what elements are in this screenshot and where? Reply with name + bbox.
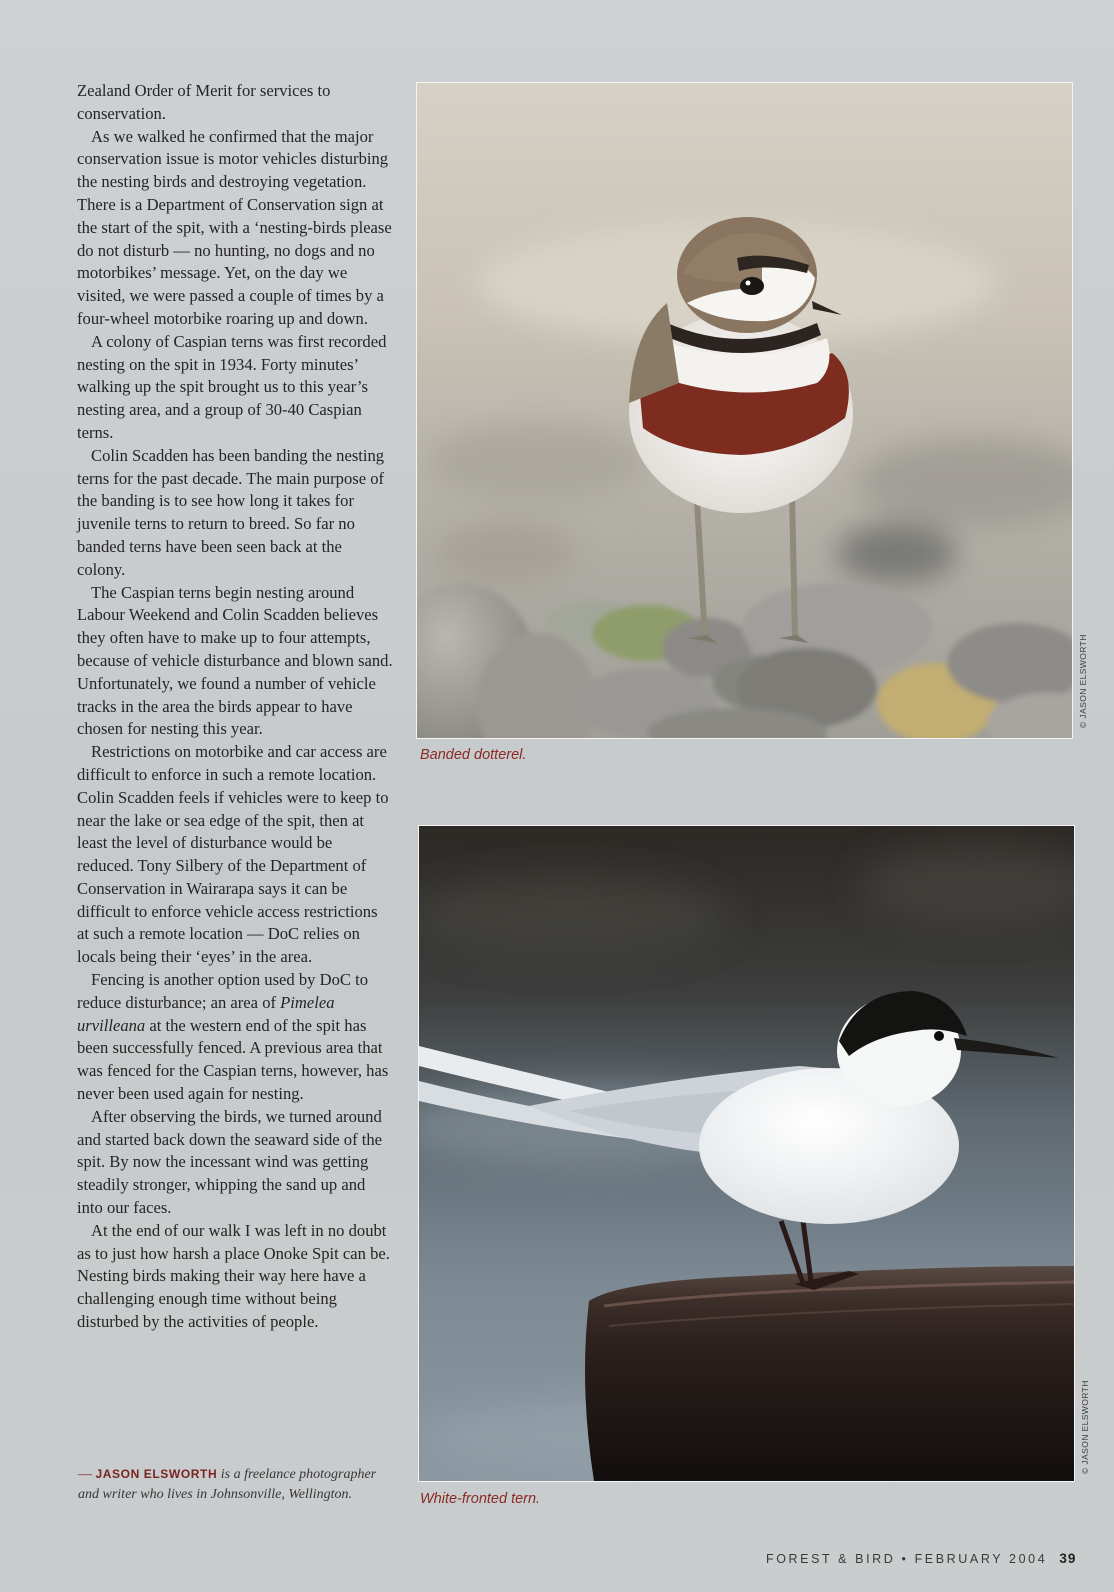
dotterel-caption: Banded dotterel. [420, 747, 527, 763]
page-number: 39 [1059, 1551, 1077, 1566]
dotterel-photo-credit: © JASON ELSWORTH [1078, 634, 1088, 728]
footer-separator: • [901, 1552, 909, 1566]
tern-photo-credit: © JASON ELSWORTH [1080, 1380, 1090, 1474]
dotterel-photo [416, 82, 1073, 739]
article-paragraph: Colin Scadden has been banding the nesting terns for the past decade. The main purpose of the banding is to see how long it takes for juvenile terns to return to breed. So far no banded terns have been seen back at the colony. [77, 445, 385, 579]
article-paragraph: A colony of Caspian terns was first recorded nesting on the spit in 1934. Forty minutes’ walking up the spit brought us to this year’s nesting area, and a group of 30-40 Caspian terns. [77, 331, 387, 442]
footer-issue: FEBRUARY 2004 [914, 1552, 1048, 1566]
byline-dash: — [78, 1467, 92, 1482]
paragraph-text: Fencing is another option used by DoC to reduce disturbance; an area of [77, 970, 368, 1012]
page-footer [766, 1551, 1076, 1566]
byline-text: is a freelance photographer and writer who lives in Johnsonville, Wellington. [78, 1467, 377, 1502]
article-paragraph: Restrictions on motorbike and car access are difficult to enforce in such a remote location. Colin Scadden feels if vehicles were to keep to near the lake or sea edge of the spit, then at least the level of disturbance would be reduced. Tony Silbery of the Department of Conservation in Wairarapa says it can be difficult to enforce vehicle access restrictions at such a remote location — DoC relies on locals being their ‘eyes’ in the area. [77, 742, 389, 967]
article-paragraph: As we walked he confirmed that the major conservation issue is motor vehicles disturbing the nesting birds and destroying vegetation. There is a Department of Conservation sign at the start of the spit, with a ‘nesting-birds please do not disturb — no hunting, no dogs and no motorbikes’ message. Yet, on the day we visited, we were passed a couple of times by a four-wheel motorbike roaring up and down. [77, 126, 392, 328]
article-paragraph: The Caspian terns begin nesting around Labour Weekend and Colin Scadden believes they often have to make up to four attempts, because of vehicle disturbance and blown sand. Unfortunately, we found a number of vehicle tracks in the area the birds appear to have chosen for nesting this year. [77, 582, 393, 739]
article-paragraph: After observing the birds, we turned around and started back down the seaward side of the spit. By now the incessant wind was getting steadily stronger, whipping the sand up and into our faces. [77, 1106, 383, 1218]
article-body [77, 80, 393, 1334]
paragraph-text: at the western end of the spit has been successfully fenced. A previous area that was fenced for the Caspian terns, however, has never been used again for nesting. [77, 1015, 389, 1104]
tern-photo [418, 825, 1075, 1482]
species-name: Pimelea urvilleana [77, 992, 335, 1035]
footer-publication: FOREST & BIRD [766, 1552, 896, 1566]
byline-author: JASON ELSWORTH [95, 1467, 218, 1481]
tern-caption: White-fronted tern. [420, 1491, 541, 1507]
article-paragraph: Zealand Order of Merit for services to conservation. [77, 81, 331, 123]
article-paragraph [77, 969, 393, 1106]
author-byline [78, 1464, 394, 1505]
article-paragraph: At the end of our walk I was left in no doubt as to just how harsh a place Onoke Spit can be. Nesting birds making their way here have a challenging enough time without being disturbed by the activities of people. [77, 1220, 390, 1332]
